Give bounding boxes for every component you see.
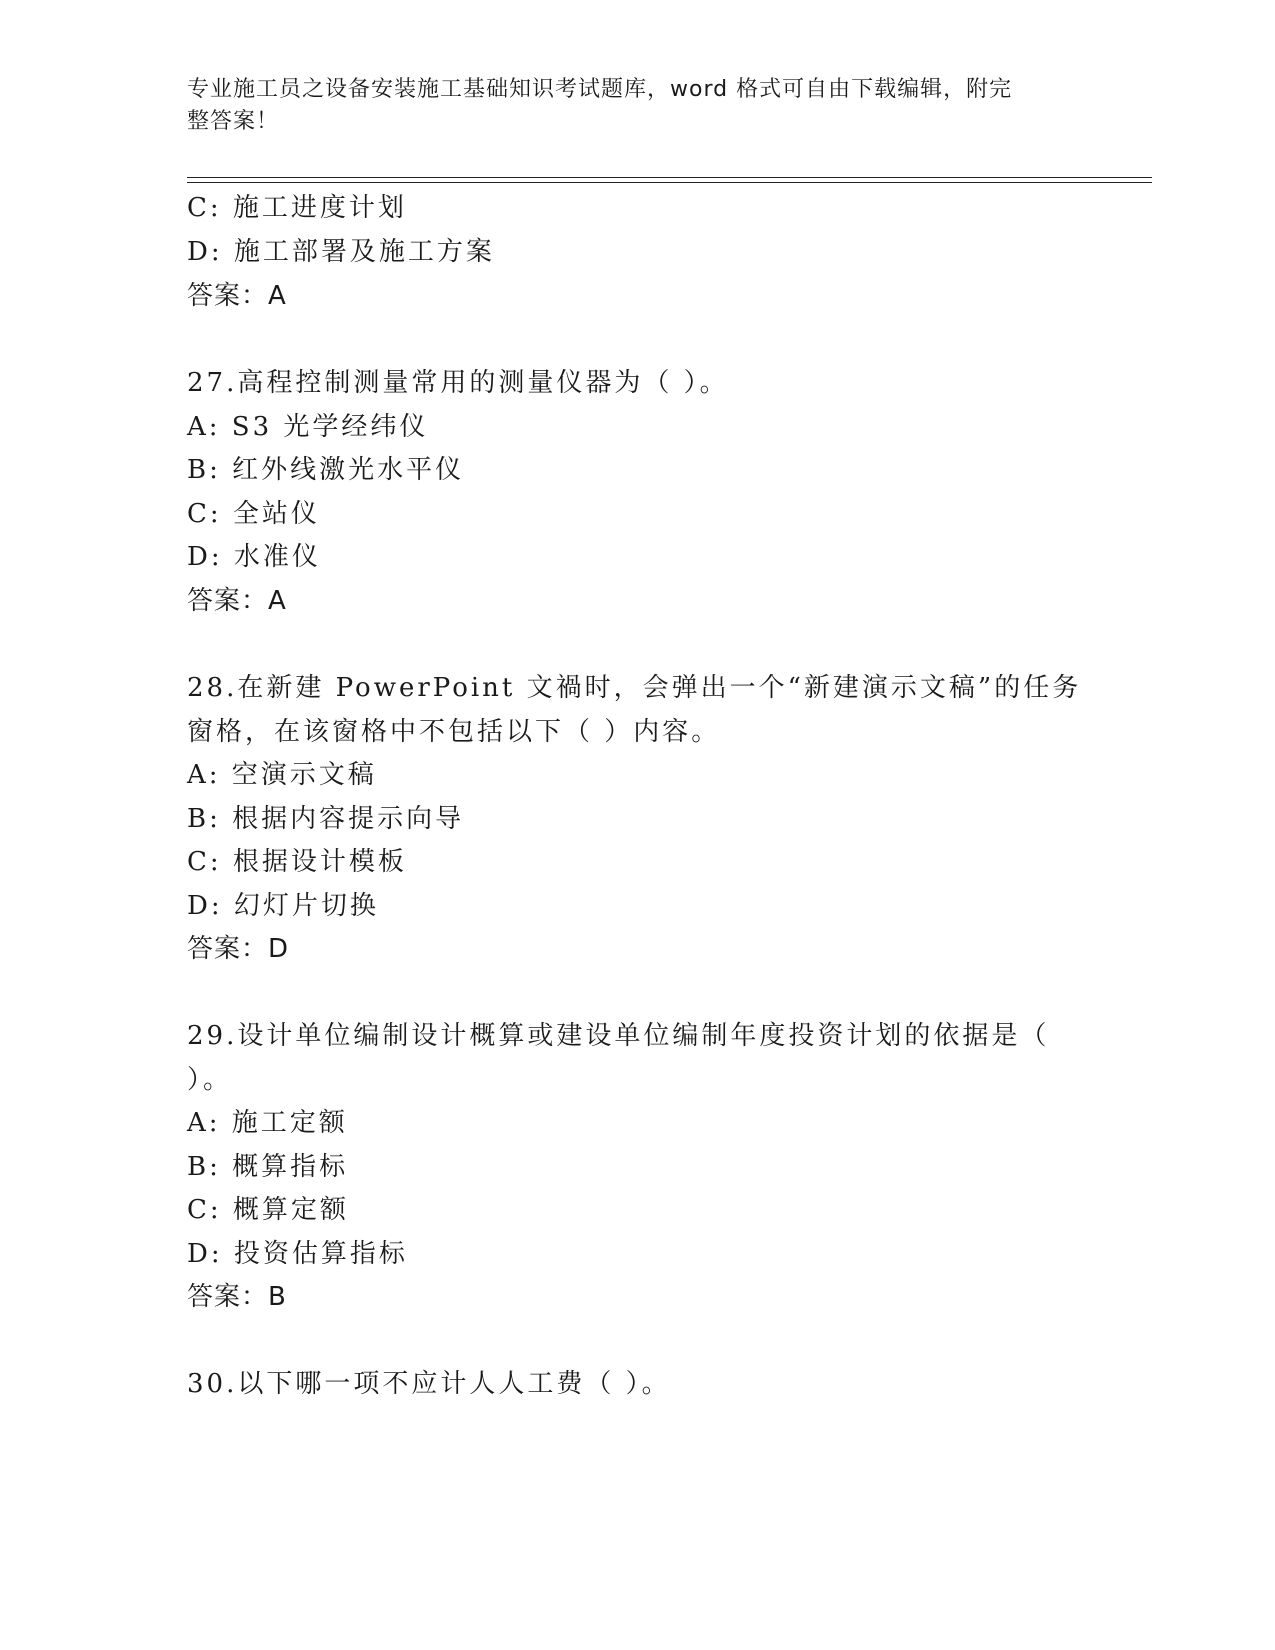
question-28-stem-line-2: 窗格，在该窗格中不包括以下（ ）内容。 [187,717,721,747]
question-29-stem-line-2: ）。 [187,1065,233,1095]
answer-line: 答案：A [187,281,287,311]
document-header [187,74,1067,138]
question-29-stem-line-1: 29.设计单位编制设计概算或建设单位编制年度投资计划的依据是（ [187,1021,1050,1051]
option-d: D: 施工部署及施工方案 [187,237,495,267]
question-27-stem: 27.高程控制测量常用的测量仪器为（ ）。 [187,368,729,398]
option-c: C: 施工进度计划 [187,193,407,223]
question-27-option-a: A: S3 光学经纬仪 [187,412,429,442]
question-27-option-d: D: 水准仪 [187,542,321,572]
question-29-option-d: D: 投资估算指标 [187,1239,408,1269]
question-28-option-b: B: 根据内容提示向导 [187,804,465,834]
question-27-option-c: C: 全站仪 [187,499,320,529]
question-28-answer: 答案：D [187,934,290,964]
question-28-option-a: A: 空演示文稿 [187,760,377,790]
question-28-stem-line-1: 28.在新建 PowerPoint 文禍时，会弹出一个“新建演示文稿”的任务 [187,673,1082,703]
question-29-option-b: B: 概算指标 [187,1152,349,1182]
header-divider-top [187,177,1152,178]
header-line-1: 专业施工员之设备安装施工基础知识考试题库，word 格式可自由下载编辑，附完 [187,77,1013,102]
question-30-stem: 30.以下哪一项不应计人人工费（ ）。 [187,1369,671,1399]
question-29-option-a: A: 施工定额 [187,1108,348,1138]
header-line-2: 整答案！ [187,109,280,134]
header-divider-bottom [187,182,1152,183]
question-29-answer: 答案：B [187,1282,287,1312]
question-27-option-b: B: 红外线激光水平仪 [187,455,465,485]
question-28-option-d: D: 幻灯片切换 [187,891,379,921]
question-28-option-c: C: 根据设计模板 [187,847,407,877]
question-27-answer: 答案：A [187,586,287,616]
question-29-option-c: C: 概算定额 [187,1195,349,1225]
